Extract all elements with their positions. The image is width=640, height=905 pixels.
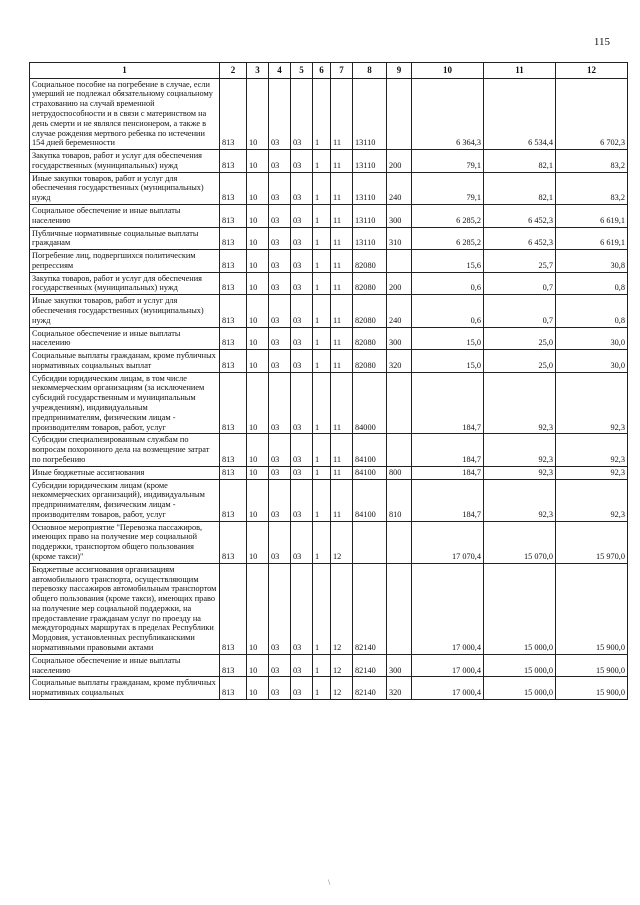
row-cell-c2: 813 xyxy=(220,350,247,373)
row-cell-c9 xyxy=(387,250,412,273)
row-cell-c3: 10 xyxy=(247,677,269,700)
row-cell-c2: 813 xyxy=(220,563,247,654)
row-cell-c4: 03 xyxy=(269,372,291,434)
row-cell-c11: 15 070,0 xyxy=(484,521,556,563)
row-cell-c2: 813 xyxy=(220,521,247,563)
table-row xyxy=(30,272,628,295)
row-cell-c6: 1 xyxy=(313,204,331,227)
row-cell-c5: 03 xyxy=(291,677,313,700)
row-cell-c4: 03 xyxy=(269,272,291,295)
table-row xyxy=(30,521,628,563)
row-cell-c10: 17 000,4 xyxy=(412,677,484,700)
row-cell-c6: 1 xyxy=(313,250,331,273)
row-cell-c10: 15,0 xyxy=(412,327,484,350)
row-cell-c12: 15 970,0 xyxy=(556,521,628,563)
row-cell-c12: 92,3 xyxy=(556,466,628,479)
row-cell-c5: 03 xyxy=(291,434,313,466)
row-cell-c2: 813 xyxy=(220,272,247,295)
row-cell-c4: 03 xyxy=(269,479,291,521)
row-cell-c6: 1 xyxy=(313,327,331,350)
row-name-cell: Погребение лиц, подвергшихся политическим репрессиям xyxy=(30,250,220,273)
row-cell-c4: 03 xyxy=(269,250,291,273)
row-cell-c3: 10 xyxy=(247,204,269,227)
table-row xyxy=(30,677,628,700)
row-cell-c9: 320 xyxy=(387,350,412,373)
row-cell-c10: 6 364,3 xyxy=(412,78,484,149)
row-cell-c12: 15 900,0 xyxy=(556,654,628,677)
row-cell-c6: 1 xyxy=(313,150,331,173)
row-cell-c3: 10 xyxy=(247,227,269,250)
table-row xyxy=(30,654,628,677)
row-cell-c2: 813 xyxy=(220,434,247,466)
row-name-cell: Закупка товаров, работ и услуг для обеспечения государственных (муниципальных) нужд xyxy=(30,150,220,173)
row-cell-c10: 184,7 xyxy=(412,434,484,466)
row-cell-c11: 6 534,4 xyxy=(484,78,556,149)
row-cell-c7: 11 xyxy=(331,295,353,327)
table-body xyxy=(30,78,628,699)
row-cell-c11: 6 452,3 xyxy=(484,204,556,227)
row-cell-c5: 03 xyxy=(291,295,313,327)
row-cell-c10: 6 285,2 xyxy=(412,227,484,250)
row-cell-c2: 813 xyxy=(220,250,247,273)
row-cell-c9: 240 xyxy=(387,172,412,204)
row-cell-c7: 11 xyxy=(331,466,353,479)
row-cell-c7: 11 xyxy=(331,350,353,373)
row-cell-c8: 82080 xyxy=(353,327,387,350)
row-cell-c10: 79,1 xyxy=(412,172,484,204)
row-name-cell: Социальные выплаты гражданам, кроме публичных нормативных социальных xyxy=(30,677,220,700)
header-cell: 7 xyxy=(331,63,353,79)
row-cell-c9: 800 xyxy=(387,466,412,479)
row-cell-c8 xyxy=(353,521,387,563)
row-cell-c6: 1 xyxy=(313,227,331,250)
row-cell-c2: 813 xyxy=(220,654,247,677)
header-cell: 10 xyxy=(412,63,484,79)
row-cell-c4: 03 xyxy=(269,521,291,563)
row-cell-c10: 184,7 xyxy=(412,372,484,434)
table-row xyxy=(30,78,628,149)
row-cell-c10: 17 070,4 xyxy=(412,521,484,563)
row-cell-c11: 92,3 xyxy=(484,466,556,479)
row-cell-c3: 10 xyxy=(247,654,269,677)
table-row xyxy=(30,327,628,350)
table-row xyxy=(30,479,628,521)
row-cell-c9 xyxy=(387,78,412,149)
row-cell-c4: 03 xyxy=(269,227,291,250)
row-cell-c9: 810 xyxy=(387,479,412,521)
row-cell-c5: 03 xyxy=(291,521,313,563)
row-cell-c2: 813 xyxy=(220,227,247,250)
row-cell-c10: 184,7 xyxy=(412,479,484,521)
row-cell-c9: 240 xyxy=(387,295,412,327)
row-cell-c12: 15 900,0 xyxy=(556,677,628,700)
row-cell-c3: 10 xyxy=(247,466,269,479)
row-cell-c2: 813 xyxy=(220,327,247,350)
row-cell-c2: 813 xyxy=(220,479,247,521)
row-cell-c4: 03 xyxy=(269,654,291,677)
row-cell-c7: 11 xyxy=(331,272,353,295)
row-cell-c8: 84000 xyxy=(353,372,387,434)
budget-table xyxy=(29,62,628,700)
row-cell-c3: 10 xyxy=(247,78,269,149)
row-cell-c11: 0,7 xyxy=(484,272,556,295)
row-cell-c10: 79,1 xyxy=(412,150,484,173)
row-cell-c6: 1 xyxy=(313,172,331,204)
row-cell-c12: 6 619,1 xyxy=(556,204,628,227)
row-name-cell: Социальное обеспечение и иные выплаты населению xyxy=(30,327,220,350)
row-cell-c7: 11 xyxy=(331,78,353,149)
row-cell-c5: 03 xyxy=(291,250,313,273)
row-cell-c4: 03 xyxy=(269,434,291,466)
row-cell-c4: 03 xyxy=(269,150,291,173)
row-name-cell: Публичные нормативные социальные выплаты гражданам xyxy=(30,227,220,250)
row-cell-c3: 10 xyxy=(247,350,269,373)
row-cell-c8: 84100 xyxy=(353,434,387,466)
row-cell-c6: 1 xyxy=(313,654,331,677)
table-row xyxy=(30,563,628,654)
row-cell-c7: 12 xyxy=(331,521,353,563)
table-header-row xyxy=(30,63,628,79)
row-cell-c2: 813 xyxy=(220,78,247,149)
row-cell-c2: 813 xyxy=(220,466,247,479)
row-cell-c12: 30,8 xyxy=(556,250,628,273)
row-cell-c3: 10 xyxy=(247,434,269,466)
page-number: 115 xyxy=(593,36,610,48)
row-name-cell: Иные закупки товаров, работ и услуг для обеспечения государственных (муниципальных) нужд xyxy=(30,295,220,327)
row-cell-c8: 13110 xyxy=(353,78,387,149)
row-cell-c3: 10 xyxy=(247,250,269,273)
row-cell-c9: 320 xyxy=(387,677,412,700)
table-row xyxy=(30,150,628,173)
row-cell-c5: 03 xyxy=(291,227,313,250)
row-cell-c10: 15,0 xyxy=(412,350,484,373)
row-cell-c4: 03 xyxy=(269,204,291,227)
row-cell-c12: 30,0 xyxy=(556,327,628,350)
row-cell-c5: 03 xyxy=(291,272,313,295)
row-cell-c7: 11 xyxy=(331,327,353,350)
row-cell-c12: 92,3 xyxy=(556,434,628,466)
row-cell-c11: 6 452,3 xyxy=(484,227,556,250)
row-cell-c11: 25,0 xyxy=(484,327,556,350)
row-cell-c8: 82080 xyxy=(353,350,387,373)
row-cell-c8: 84100 xyxy=(353,466,387,479)
row-cell-c11: 15 000,0 xyxy=(484,563,556,654)
row-cell-c4: 03 xyxy=(269,327,291,350)
header-cell: 5 xyxy=(291,63,313,79)
row-cell-c7: 11 xyxy=(331,227,353,250)
row-cell-c2: 813 xyxy=(220,150,247,173)
row-cell-c2: 813 xyxy=(220,172,247,204)
row-cell-c5: 03 xyxy=(291,654,313,677)
row-cell-c12: 6 619,1 xyxy=(556,227,628,250)
row-cell-c12: 92,3 xyxy=(556,479,628,521)
row-cell-c4: 03 xyxy=(269,78,291,149)
row-cell-c6: 1 xyxy=(313,466,331,479)
row-name-cell: Основное мероприятие "Перевозка пассажиров, имеющих право на получение мер социальной поддержки, транспортом общего пользования (кроме такси)" xyxy=(30,521,220,563)
row-cell-c3: 10 xyxy=(247,521,269,563)
row-cell-c10: 15,6 xyxy=(412,250,484,273)
table-row xyxy=(30,204,628,227)
row-cell-c7: 12 xyxy=(331,677,353,700)
row-name-cell: Социальное обеспечение и иные выплаты населению xyxy=(30,204,220,227)
row-cell-c3: 10 xyxy=(247,150,269,173)
row-cell-c11: 92,3 xyxy=(484,434,556,466)
row-cell-c4: 03 xyxy=(269,350,291,373)
header-cell: 3 xyxy=(247,63,269,79)
row-cell-c10: 6 285,2 xyxy=(412,204,484,227)
table-row xyxy=(30,172,628,204)
header-cell: 1 xyxy=(30,63,220,79)
row-cell-c2: 813 xyxy=(220,204,247,227)
row-cell-c7: 11 xyxy=(331,250,353,273)
table-row xyxy=(30,434,628,466)
row-cell-c5: 03 xyxy=(291,372,313,434)
table-row xyxy=(30,295,628,327)
table-row xyxy=(30,227,628,250)
row-cell-c6: 1 xyxy=(313,372,331,434)
header-cell: 4 xyxy=(269,63,291,79)
table-row xyxy=(30,350,628,373)
header-cell: 12 xyxy=(556,63,628,79)
row-cell-c8: 13110 xyxy=(353,150,387,173)
row-cell-c12: 0,8 xyxy=(556,272,628,295)
row-name-cell: Закупка товаров, работ и услуг для обеспечения государственных (муниципальных) нужд xyxy=(30,272,220,295)
row-name-cell: Социальное обеспечение и иные выплаты населению xyxy=(30,654,220,677)
table-row xyxy=(30,466,628,479)
scan-mark: \ xyxy=(328,878,331,887)
row-cell-c8: 13110 xyxy=(353,172,387,204)
row-cell-c12: 92,3 xyxy=(556,372,628,434)
row-cell-c5: 03 xyxy=(291,479,313,521)
row-cell-c4: 03 xyxy=(269,677,291,700)
row-cell-c6: 1 xyxy=(313,295,331,327)
row-cell-c3: 10 xyxy=(247,563,269,654)
row-cell-c6: 1 xyxy=(313,350,331,373)
row-cell-c11: 0,7 xyxy=(484,295,556,327)
row-cell-c10: 17 000,4 xyxy=(412,563,484,654)
row-cell-c12: 30,0 xyxy=(556,350,628,373)
row-cell-c6: 1 xyxy=(313,434,331,466)
row-cell-c5: 03 xyxy=(291,327,313,350)
row-cell-c9: 200 xyxy=(387,272,412,295)
row-cell-c8: 82140 xyxy=(353,677,387,700)
row-cell-c4: 03 xyxy=(269,563,291,654)
row-cell-c6: 1 xyxy=(313,677,331,700)
row-cell-c5: 03 xyxy=(291,204,313,227)
row-cell-c9 xyxy=(387,372,412,434)
row-cell-c9 xyxy=(387,521,412,563)
row-cell-c11: 92,3 xyxy=(484,372,556,434)
row-cell-c5: 03 xyxy=(291,78,313,149)
row-cell-c5: 03 xyxy=(291,563,313,654)
row-cell-c9: 310 xyxy=(387,227,412,250)
row-cell-c3: 10 xyxy=(247,295,269,327)
row-cell-c9: 200 xyxy=(387,150,412,173)
row-cell-c10: 184,7 xyxy=(412,466,484,479)
row-cell-c6: 1 xyxy=(313,521,331,563)
table-row xyxy=(30,250,628,273)
row-cell-c8: 13110 xyxy=(353,204,387,227)
row-cell-c4: 03 xyxy=(269,172,291,204)
row-cell-c12: 15 900,0 xyxy=(556,563,628,654)
row-cell-c5: 03 xyxy=(291,466,313,479)
row-cell-c11: 25,7 xyxy=(484,250,556,273)
row-cell-c5: 03 xyxy=(291,350,313,373)
row-cell-c11: 15 000,0 xyxy=(484,677,556,700)
row-cell-c8: 13110 xyxy=(353,227,387,250)
row-name-cell: Субсидии специализированным службам по вопросам похоронного дела на возмещение затрат по погребению xyxy=(30,434,220,466)
row-name-cell: Бюджетные ассигнования организациям автомобильного транспорта, осуществляющим перевозку пассажиров автомобильным транспортом общего пользования (кроме такси), имеющих право на получение мер социальной поддержки, на предоставление гражданам услуг по проезду на междугородных маршрутах в пределах Республики Мордовия, установленных республиканскими нормативными правовыми актами xyxy=(30,563,220,654)
row-cell-c11: 92,3 xyxy=(484,479,556,521)
header-cell: 2 xyxy=(220,63,247,79)
row-cell-c11: 15 000,0 xyxy=(484,654,556,677)
header-cell: 6 xyxy=(313,63,331,79)
row-cell-c10: 17 000,4 xyxy=(412,654,484,677)
row-cell-c10: 0,6 xyxy=(412,272,484,295)
row-cell-c4: 03 xyxy=(269,466,291,479)
row-name-cell: Социальное пособие на погребение в случае, если умерший не подлежал обязательному социальному страхованию на случай временной нетрудоспособности и в связи с материнством на день смерти и не являлся пенсионером, а также в случае рождения мертвого ребенка по истечении 154 дней беременности xyxy=(30,78,220,149)
row-cell-c3: 10 xyxy=(247,327,269,350)
row-cell-c5: 03 xyxy=(291,150,313,173)
row-name-cell: Иные бюджетные ассигнования xyxy=(30,466,220,479)
row-cell-c3: 10 xyxy=(247,372,269,434)
row-cell-c6: 1 xyxy=(313,272,331,295)
row-name-cell: Субсидии юридическим лицам, в том числе некоммерческим организациям (за исключением субсидий государственным и муниципальным учреждениям), индивидуальным предпринимателям, физическим лицам - производителям товаров, работ, услуг xyxy=(30,372,220,434)
row-cell-c2: 813 xyxy=(220,372,247,434)
row-cell-c8: 82080 xyxy=(353,295,387,327)
row-name-cell: Субсидии юридическим лицам (кроме некоммерческих организаций), индивидуальным предпринимателям, физическим лицам - производителям товаров, работ, услуг xyxy=(30,479,220,521)
row-cell-c8: 82140 xyxy=(353,654,387,677)
row-cell-c3: 10 xyxy=(247,479,269,521)
row-cell-c2: 813 xyxy=(220,295,247,327)
row-cell-c7: 11 xyxy=(331,372,353,434)
row-cell-c8: 82080 xyxy=(353,250,387,273)
header-cell: 9 xyxy=(387,63,412,79)
row-cell-c10: 0,6 xyxy=(412,295,484,327)
row-cell-c11: 82,1 xyxy=(484,150,556,173)
row-cell-c9: 300 xyxy=(387,327,412,350)
row-cell-c2: 813 xyxy=(220,677,247,700)
row-cell-c4: 03 xyxy=(269,295,291,327)
row-cell-c12: 0,8 xyxy=(556,295,628,327)
table-row xyxy=(30,372,628,434)
row-cell-c9 xyxy=(387,434,412,466)
row-cell-c7: 11 xyxy=(331,434,353,466)
row-name-cell: Иные закупки товаров, работ и услуг для обеспечения государственных (муниципальных) нужд xyxy=(30,172,220,204)
row-cell-c9: 300 xyxy=(387,204,412,227)
row-cell-c7: 11 xyxy=(331,204,353,227)
row-cell-c8: 84100 xyxy=(353,479,387,521)
row-cell-c3: 10 xyxy=(247,272,269,295)
row-cell-c11: 25,0 xyxy=(484,350,556,373)
row-cell-c9 xyxy=(387,563,412,654)
row-name-cell: Социальные выплаты гражданам, кроме публичных нормативных социальных выплат xyxy=(30,350,220,373)
row-cell-c6: 1 xyxy=(313,563,331,654)
row-cell-c9: 300 xyxy=(387,654,412,677)
row-cell-c7: 12 xyxy=(331,654,353,677)
row-cell-c5: 03 xyxy=(291,172,313,204)
row-cell-c7: 11 xyxy=(331,172,353,204)
row-cell-c12: 83,2 xyxy=(556,172,628,204)
header-cell: 8 xyxy=(353,63,387,79)
row-cell-c6: 1 xyxy=(313,78,331,149)
row-cell-c8: 82080 xyxy=(353,272,387,295)
row-cell-c7: 12 xyxy=(331,563,353,654)
row-cell-c11: 82,1 xyxy=(484,172,556,204)
header-cell: 11 xyxy=(484,63,556,79)
row-cell-c8: 82140 xyxy=(353,563,387,654)
row-cell-c3: 10 xyxy=(247,172,269,204)
row-cell-c7: 11 xyxy=(331,479,353,521)
row-cell-c7: 11 xyxy=(331,150,353,173)
row-cell-c12: 83,2 xyxy=(556,150,628,173)
row-cell-c6: 1 xyxy=(313,479,331,521)
row-cell-c12: 6 702,3 xyxy=(556,78,628,149)
